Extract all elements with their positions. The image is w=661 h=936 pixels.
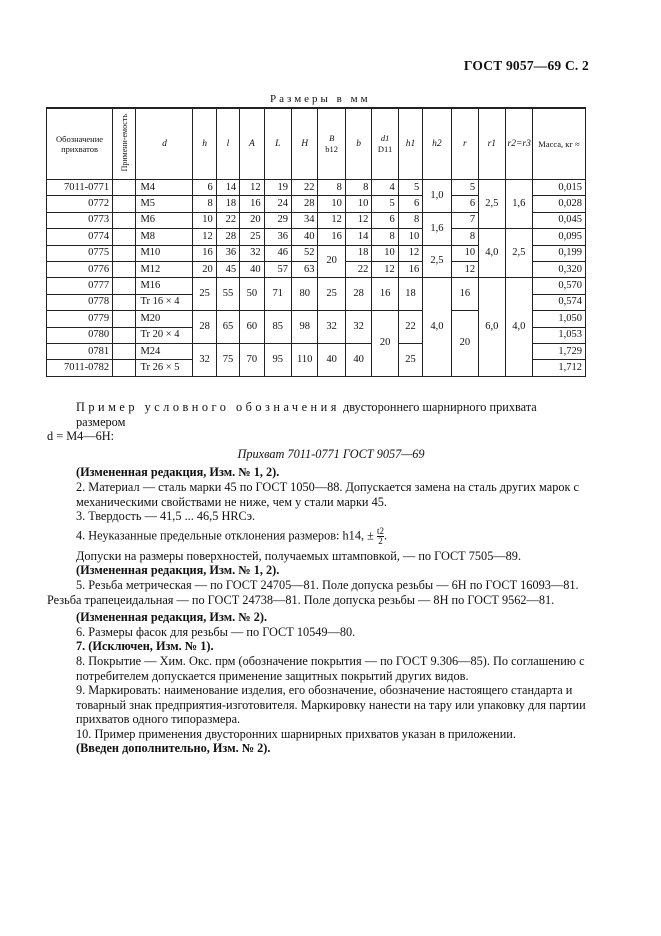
table-row: 0777 М16 25 55 50 71 80 25 28 16 18 4,0 16 6,0 4,0 0,570: [47, 278, 586, 294]
fraction: $\frac{t2}{2}$: [376, 525, 384, 546]
clause-5: 5. Резьба метрическая — по ГОСТ 24705—81. Поле допуска резьбы — 6Н по ГОСТ 16093—81.: [76, 577, 579, 592]
col-B: B b12: [318, 108, 345, 180]
col-applicability: Примени-емость: [113, 108, 136, 180]
col-L: L: [264, 108, 291, 180]
clause-5b: Резьба трапецеидальная — по ГОСТ 24738—81. Поле допуска резьбы — 8Н по ГОСТ 9562—81.: [47, 592, 555, 607]
col-b: b: [345, 108, 371, 180]
document-body: [47, 400, 586, 756]
revision-note: (Измененная редакция, Изм. № 2).: [76, 610, 268, 625]
table-row: 0773 М6 10 22 20 29 34 12 12 6 8 1,6 7 0,045: [47, 212, 586, 228]
col-mass: Масса, кг ≈: [533, 108, 586, 180]
table-row: 0772 М5 8 18 16 24 28 10 10 5 6 6 0,028: [47, 196, 586, 212]
table-row: 7011-0782 Tr 26 × 5 1,712: [47, 360, 586, 376]
clause-6: 6. Размеры фасок для резьбы — по ГОСТ 10549—80.: [76, 624, 356, 639]
col-h1: h1: [398, 108, 422, 180]
clause-8: 8. Покрытие — Хим. Окс. прм (обозначение покрытия — по ГОСТ 9.306—85). По соглашению с потребителем допускается применение защитных покрытий других видов.: [76, 653, 585, 683]
example-line2: d = М4—6Н:: [47, 429, 115, 444]
revision-note: (Измененная редакция, Изм. № 1, 2).: [76, 465, 280, 480]
col-h: h: [193, 108, 216, 180]
table-row: 0779 М20 28 65 60 85 98 32 32 20 22 20 1,050: [47, 311, 586, 327]
table-row: 0774 М8 12 28 25 36 40 16 14 8 10 8 4,0 2,5 0,095: [47, 229, 586, 245]
table-caption: Размеры в мм: [270, 93, 371, 105]
col-H: H: [292, 108, 318, 180]
table-row: 0781 М24 32 75 70 95 110 40 40 25 1,729: [47, 343, 586, 359]
table-row: 0776 М12 20 45 40 57 63 22 12 16 12 0,320: [47, 261, 586, 277]
col-r: r: [451, 108, 478, 180]
example-designation: Прихват 7011-0771 ГОСТ 9057—69: [237, 446, 425, 461]
clause-10: 10. Пример применения двусторонних шарнирных прихватов указан в приложении.: [76, 726, 516, 741]
table-header-row: [47, 108, 586, 180]
revision-note: (Измененная редакция, Изм. № 1, 2).: [76, 563, 280, 578]
col-l: l: [216, 108, 239, 180]
col-A: A: [240, 108, 264, 180]
example-paragraph: Пример условного обозначения двустороннего шарнирного прихвата размером: [76, 400, 537, 429]
table-row: 0778 Tr 16 × 4 0,574: [47, 294, 586, 310]
col-d: d: [136, 108, 193, 180]
dimensions-table: [46, 107, 586, 377]
clause-3: 3. Твердость — 41,5 ... 46,5 HRCэ.: [76, 509, 256, 524]
table-row: 0780 Tr 20 × 4 1,053: [47, 327, 586, 343]
col-r2r3: r2=r3: [505, 108, 532, 180]
table-row: 7011-0771 М4 6 14 12 19 22 8 8 4 5 1,0 5 2,5 1,6 0,015: [47, 180, 586, 196]
table-row: 0775 М10 16 36 32 46 52 20 18 10 12 2,5 10 0,199: [47, 245, 586, 261]
col-designation: Обозначение прихватов: [47, 108, 113, 180]
col-r1: r1: [479, 108, 505, 180]
revision-note: (Введен дополнительно, Изм. № 2).: [76, 741, 271, 756]
clause-4: 4. Неуказанные предельные отклонения размеров: h14, ± $\frac{t2}{2}$ .: [76, 525, 388, 546]
col-h2: h2: [423, 108, 451, 180]
page-header: ГОСТ 9057—69 С. 2: [463, 58, 589, 73]
clause-9: 9. Маркировать: наименование изделия, его обозначение, обозначение настоящего стандарта и товарный знак предприятия-изготовителя. Маркировку нанести на тару или упаковку для партии прихватов одного типоразмера.: [76, 683, 586, 727]
clause-7: 7. (Исключен, Изм. № 1).: [76, 639, 214, 654]
col-d1: d1 D11: [372, 108, 398, 180]
clause-2: 2. Материал — сталь марки 45 по ГОСТ 1050—88. Допускается замена на сталь других марок с механическими свойствами не ниже, чем у стали марки 45.: [76, 479, 579, 509]
clause-4b: Допуски на размеры поверхностей, получаемых штамповкой, — по ГОСТ 7505—89.: [76, 548, 522, 563]
